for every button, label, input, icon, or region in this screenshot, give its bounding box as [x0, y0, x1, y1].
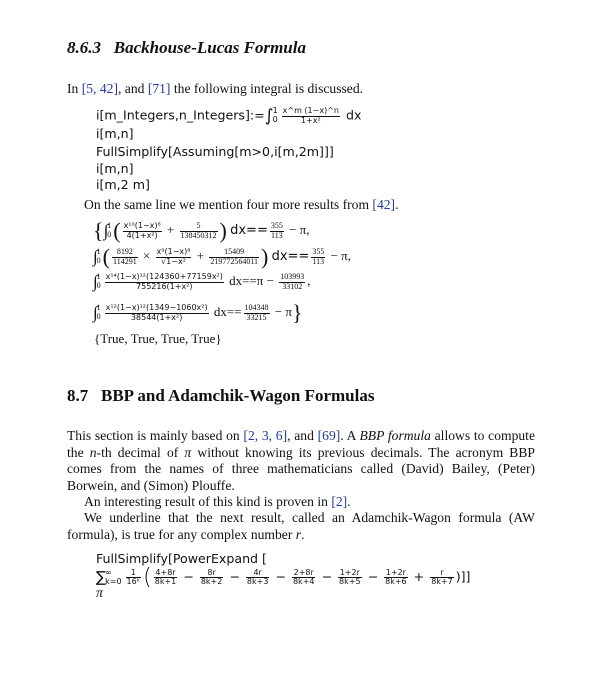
fraction-denominator: 8k+7	[431, 577, 453, 586]
result-line-3: ∫ 1 0 $\frac{\text{x¹⁴(1−x)¹²(124360+77159x²)}}{\text{755216(1+x²)}}$ dx==π − $\frac{103993}{33102}$ ,	[93, 272, 311, 291]
fraction-numerator: x⁹(1−x)⁸	[156, 247, 191, 257]
sum-symbol: ∑	[96, 568, 107, 586]
fraction-denominator: 8k+2	[200, 577, 223, 586]
fraction-denominator: 114291	[113, 256, 137, 266]
fraction-denominator: 8k+3	[246, 577, 269, 586]
fraction-denominator: 8k+6	[385, 577, 407, 586]
code-line-3: FullSimplify[Assuming[m>0,i[m,2m]]]	[96, 144, 334, 159]
paragraph-text: without knowing its previous decimals. The acronym BBP comes from the names of three mathematicians called (David) Bailey, (Peter) Borwein, and (Simon) Plouffe.	[67, 444, 535, 493]
same-line-paragraph	[84, 197, 398, 213]
citation-link[interactable]: [2]	[331, 494, 348, 509]
paragraph-text: . A	[340, 428, 360, 443]
fraction-denominator: 33215	[246, 312, 267, 322]
tail-text: − π	[274, 303, 292, 319]
fraction-numerator: 8r	[200, 569, 224, 578]
paragraph-text: .	[301, 526, 305, 542]
paragraph-text: .	[395, 197, 399, 212]
emphasis-text: r	[295, 526, 302, 542]
fraction-numerator: x^m (1−x)^n	[282, 106, 339, 116]
citation-link[interactable]: [71]	[147, 81, 171, 96]
emphasis-text: π	[184, 444, 192, 460]
citation-link[interactable]: [5, 42]	[81, 81, 118, 96]
tail-text: − π,	[330, 247, 351, 263]
code-text: i[m_Integers,n_Integers]:=	[96, 107, 265, 123]
integrand-fraction	[282, 107, 340, 125]
section-number: 8.7	[67, 386, 89, 405]
code-line-1: i[m_Integers,n_Integers]:=∫ 1 0 $\frac{x\^{}m (1-x)\^{}n}{\text{1+x²}}$ dx	[96, 106, 362, 126]
fraction-numerator: x¹⁴(1−x)¹²(124360+77159x²)	[105, 272, 223, 282]
citation-link[interactable]: [69]	[317, 428, 341, 443]
fraction-denominator: 219772564011	[210, 256, 259, 266]
result-line-2: ∫ 1 0 ( $\frac{8192}{114291}$ × $\frac{\text{x⁹(1−x)⁸}}{\text{√1−x²}}$ + $\frac{15409}{219772564011}$ ) dx== $\frac{355}{113}$ − π,	[93, 244, 351, 269]
code2-line-2: ∑ ∞ k=0 $\frac{1}{\text{16ᵏ}}$ ( $\frac{4+8r}{8k+1}$ − $\frac{8r}{8k+2}$ − $\frac{4r}{8k+3}$ − $\frac{2+8r}{8k+4}$ − $\frac{1+2r}{8k+5}$ − $\frac{1+2r}{8k+6}$ + $\frac{r}{8k+7}$ )]]	[96, 565, 471, 590]
section-title: BBP and Adamchik-Wagon Formulas	[101, 386, 375, 405]
equals-text: dx==π −	[229, 272, 274, 288]
intro-paragraph	[67, 81, 363, 97]
fraction-numerator: 104348	[244, 303, 269, 313]
sum-upper-limit: ∞	[105, 567, 112, 577]
intro-text: In	[67, 81, 82, 96]
fraction-numerator: 4r	[246, 569, 270, 578]
code-line-2: i[m,n]	[96, 126, 134, 141]
fraction-numerator: 1	[126, 569, 142, 578]
paragraph-text: -th decimal of	[96, 444, 185, 460]
section-heading-8-7	[67, 386, 374, 406]
equals-text: dx==	[271, 248, 310, 264]
equals-text: dx==	[213, 303, 242, 319]
emphasis-text: n	[89, 444, 97, 460]
code2-result	[96, 586, 103, 602]
code-line-4: i[m,n]	[96, 161, 134, 176]
intro-text: the following integral is discussed.	[170, 81, 364, 96]
bbp-paragraph	[67, 428, 535, 494]
fraction-numerator: 1+2r	[385, 567, 406, 577]
section-title: Backhouse-Lucas Formula	[113, 38, 306, 57]
fraction-numerator: 1+2r	[339, 567, 360, 577]
aw-intro-paragraph	[84, 494, 351, 510]
tail-text: − π,	[289, 221, 310, 237]
fraction-numerator: 5	[180, 222, 218, 231]
code2-line-1: FullSimplify[PowerExpand [	[96, 551, 267, 566]
citation-link[interactable]: [42]	[372, 197, 396, 212]
fraction-numerator: 4+8r	[155, 567, 176, 577]
fraction-numerator: 355	[312, 247, 325, 257]
code-line-5: i[m,2 m]	[96, 177, 150, 192]
fraction-numerator: x¹²(1−x)¹²(1349−1060x²)	[105, 303, 208, 313]
emphasis-text: BBP formula	[359, 428, 431, 443]
fraction-denominator: 113	[312, 256, 325, 266]
fraction-denominator: 755216(1+x²)	[136, 281, 193, 291]
fraction-denominator: 16ᵏ	[126, 577, 141, 586]
fraction-denominator: 33102	[282, 281, 303, 291]
aw-formula-paragraph	[67, 510, 535, 543]
fraction-numerator: x¹⁰(1−x)⁸	[123, 221, 161, 231]
fraction-denominator: 138450312	[180, 230, 217, 240]
fraction-denominator: 1+x²	[300, 115, 321, 125]
fraction-numerator: 103993	[280, 272, 305, 282]
section-heading-8-6-3	[67, 38, 306, 58]
code-text: )]]	[455, 569, 471, 584]
citation-link[interactable]: [2, 3, 6]	[243, 428, 288, 443]
fraction-numerator: r	[430, 569, 454, 578]
result-line-4: ∫ 1 0 $\frac{\text{x¹²(1−x)¹²(1349−1060x²)}}{\text{38544(1+x²)}}$ dx== $\frac{104348}{33215}$ − π}	[93, 300, 303, 325]
section-number: 8.6.3	[67, 38, 101, 57]
paragraph-text: An interesting result of this kind is proven in	[84, 494, 332, 509]
paragraph-text: On the same line we mention four more results from	[84, 197, 373, 212]
paragraph-text: .	[347, 494, 351, 509]
fraction-denominator: 8k+5	[339, 577, 361, 586]
paragraph-text: We underline that the next result, called an Adamchik-Wagon formula (AW formula), is true for any complex number	[67, 510, 535, 542]
result-output: {True, True, True, True}	[94, 331, 222, 346]
pi-result: π	[96, 586, 104, 601]
paragraph-text: allows to compute the	[67, 428, 535, 460]
sum-lower-limit: k=0	[105, 576, 122, 586]
code-text: dx	[346, 107, 362, 123]
equals-text: dx==	[230, 222, 268, 238]
fraction-denominator: 113	[270, 230, 283, 240]
fraction-denominator: 38544(1+x²)	[130, 312, 183, 322]
tail-text: ,	[307, 272, 311, 288]
fraction-denominator: 4(1+x²)	[126, 230, 158, 240]
intro-text: , and	[117, 81, 148, 96]
fraction-denominator: 8k+1	[154, 577, 177, 586]
fraction-denominator: √1−x²	[161, 256, 186, 266]
fraction-numerator: 355	[270, 221, 283, 231]
fraction-denominator: 8k+4	[292, 577, 315, 586]
result-line-1: {∫ 1 0 ( $\frac{\text{x¹⁰(1−x)⁸}}{\text{4(1+x²)}}$ + $\frac{5}{138450312}$ ) dx== $\frac{355}{113}$ − π,	[93, 218, 310, 243]
fraction-numerator: 8192	[112, 248, 138, 257]
paragraph-text: , and	[287, 428, 318, 443]
paragraph-text: This section is mainly based on	[67, 428, 244, 443]
fraction-numerator: 2+8r	[293, 567, 314, 577]
fraction-numerator: 15409	[209, 248, 259, 257]
